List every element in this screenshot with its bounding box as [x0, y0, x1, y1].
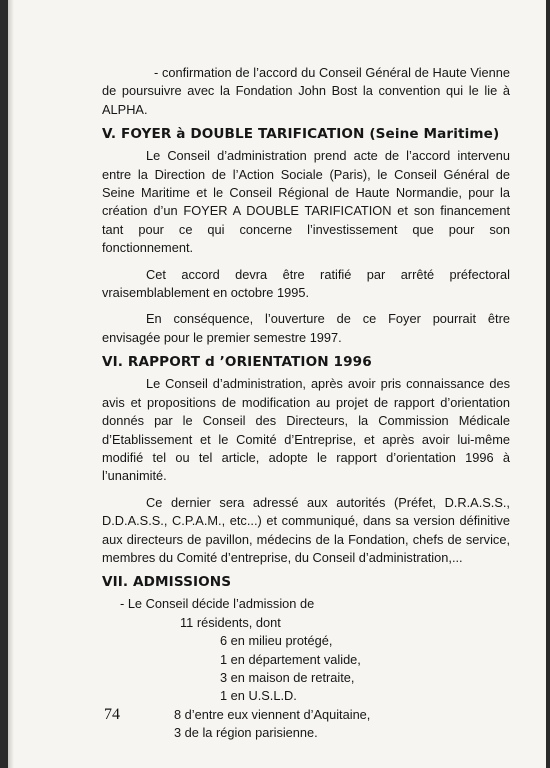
page-number: 74: [104, 706, 120, 723]
section-5-paragraph-1: Le Conseil d’administration prend acte de l’accord intervenu entre la Direction de l’Action Sociale (Paris), le Conseil Général de Seine Maritime et le Conseil Régional de Haute Normandie, pour la création d’un FOYER A DOUBLE TARIFICATION et son financement tant pour ce qui concerne l’investissement que pour son fonctionnement.: [102, 148, 510, 256]
admissions-line: - Le Conseil décide l’admission de: [120, 596, 315, 612]
admissions-line: 8 d’entre eux viennent d’Aquitaine,: [174, 706, 371, 722]
admissions-line: 11 résidents, dont: [180, 614, 281, 630]
section-5-paragraph-2: Cet accord devra être ratifié par arrêté préfectoral vraisemblablement en octobre 1995.: [102, 266, 510, 301]
document-page: [8, 0, 546, 768]
page-fold-shadow: [8, 0, 14, 768]
admissions-line: 6 en milieu protégé,: [220, 633, 333, 649]
admissions-line: 1 en U.S.L.D.: [220, 688, 297, 704]
admissions-line: 1 en département valide,: [220, 651, 361, 667]
page-content: [102, 64, 510, 742]
section-5-paragraph-3: En conséquence, l’ouverture de ce Foyer pourrait être envisagée pour le premier semestre 1997.: [102, 311, 510, 345]
intro-paragraph: - confirmation de l’accord du Conseil Général de Haute Vienne de poursuivre avec la Fondation John Bost la convention qui le lie à ALPHA.: [102, 65, 510, 117]
section-6-paragraph-2: Ce dernier sera adressé aux autorités (Préfet, D.R.A.S.S., D.D.A.S.S., C.P.A.M., etc...) et communiqué, dans sa version définitive aux directeurs de pavillon, médecins de la Fondation, chefs de service, membres du Comité d’entreprise, du Conseil d’administration,...: [102, 494, 510, 565]
section-7-heading: VII. ADMISSIONS: [102, 574, 232, 591]
section-6-paragraph-1: Le Conseil d’administration, après avoir pris connaissance des avis et propositions de modification au projet de rapport d’orientation donnés par le Conseil des Directeurs, la Commission Médicale d’Etablissement et le Comité d’Entreprise, et après avoir lui-même modifié tel ou tel article, adopte le rapport d’orientation 1996 à l’unanimité.: [102, 376, 510, 484]
admissions-line: 3 en maison de retraite,: [220, 669, 355, 685]
admissions-line: 3 de la région parisienne.: [174, 725, 318, 741]
section-5-heading: V. FOYER à DOUBLE TARIFICATION (Seine Maritime): [102, 126, 500, 143]
section-6-heading: VI. RAPPORT d ’ORIENTATION 1996: [102, 354, 372, 371]
admissions-list: [102, 595, 510, 742]
